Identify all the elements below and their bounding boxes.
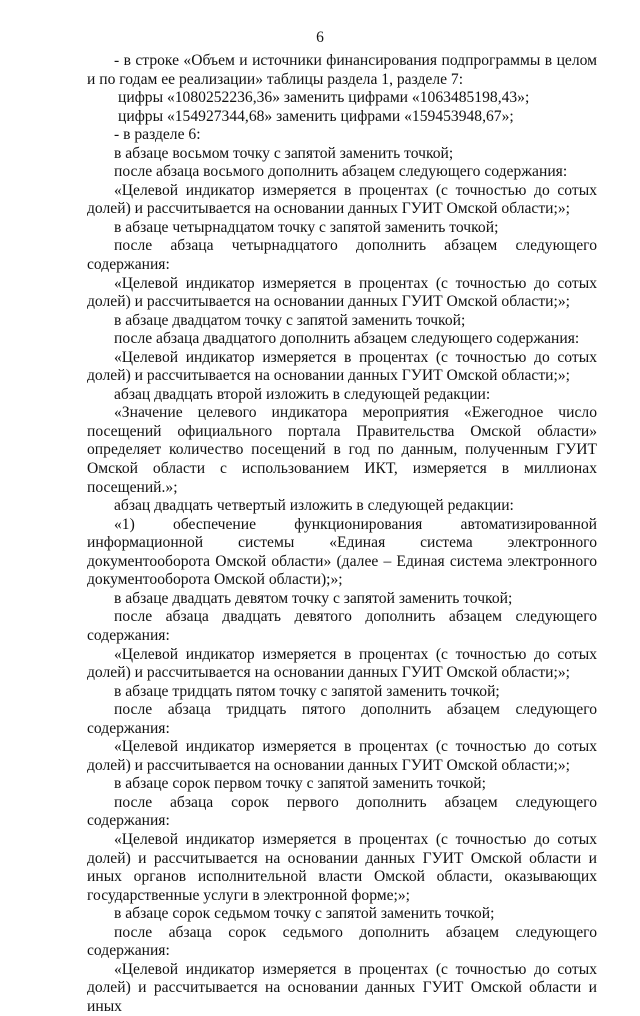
paragraph-21: в абзаце тридцать пятом точку с запятой заменить точкой; xyxy=(114,682,500,700)
paragraph-2: цифры «1080252236,36» заменить цифрами «1063485198,43»; xyxy=(118,89,530,107)
paragraph-9: после абзаца четырнадцатого дополнить абзацем следующего содержания: xyxy=(87,237,597,274)
paragraph-15: «Значение целевого индикатора мероприятия «Ежегодное число посещений официального портала Правительства Омской области» определяет количество посещений в год по данным, полученным ГУИТ Омской области с использованием ИКТ, измеряется в миллионах посещений.»; xyxy=(87,404,597,496)
paragraph-4: - в разделе 6: xyxy=(114,126,201,144)
paragraph-17: «1) обеспечение функционирования автоматизированной информационной системы «Единая система электронного документооборота Омской области» (далее – Единая система электронного документооборота Омской области);»; xyxy=(87,515,597,589)
paragraph-28: после абзаца сорок седьмого дополнить абзацем следующего содержания: xyxy=(87,923,597,960)
paragraph-12: после абзаца двадцатого дополнить абзацем следующего содержания: xyxy=(114,330,580,348)
paragraph-6: после абзаца восьмого дополнить абзацем следующего содержания: xyxy=(114,163,568,181)
paragraph-23: «Целевой индикатор измеряется в процентах (с точностью до сотых долей) и рассчитывается на основании данных ГУИТ Омской области;»; xyxy=(87,738,597,774)
paragraph-16: абзац двадцать четвертый изложить в следующей редакции: xyxy=(114,497,514,515)
paragraph-20: «Целевой индикатор измеряется в процентах (с точностью до сотых долей) и рассчитывается на основании данных ГУИТ Омской области;»; xyxy=(87,645,597,682)
paragraph-27: в абзаце сорок седьмом точку с запятой заменить точкой; xyxy=(114,905,495,923)
paragraph-11: в абзаце двадцатом точку с запятой заменить точкой; xyxy=(114,311,466,329)
paragraph-29: «Целевой индикатор измеряется в процентах (с точностью до сотых долей) и рассчитывается на основании данных ГУИТ Омской области и иных xyxy=(87,960,597,1015)
paragraph-25: после абзаца сорок первого дополнить абзацем следующего содержания: xyxy=(87,793,597,830)
paragraph-1: - в строке «Объем и источники финансирования подпрограммы в целом и по годам ее реализации» таблицы раздела 1, разделе 7: xyxy=(87,52,597,88)
paragraph-18: в абзаце двадцать девятом точку с запятой заменить точкой; xyxy=(114,589,513,607)
document-body xyxy=(87,52,597,1016)
paragraph-3: цифры «154927344,68» заменить цифрами «159453948,67»; xyxy=(118,107,514,125)
paragraph-24: в абзаце сорок первом точку с запятой заменить точкой; xyxy=(114,775,486,793)
paragraph-26: «Целевой индикатор измеряется в процентах (с точностью до сотых долей) и рассчитывается на основании данных ГУИТ Омской области и иных органов исполнительной власти Омской области, оказывающих государственные услуги в электронной форме;»; xyxy=(87,830,597,904)
paragraph-19: после абзаца двадцать девятого дополнить абзацем следующего содержания: xyxy=(87,608,597,644)
paragraph-8: в абзаце четырнадцатом точку с запятой заменить точкой; xyxy=(114,218,499,236)
paragraph-13: «Целевой индикатор измеряется в процентах (с точностью до сотых долей) и рассчитывается на основании данных ГУИТ Омской области;»; xyxy=(87,348,597,385)
paragraph-7: «Целевой индикатор измеряется в процентах (с точностью до сотых долей) и рассчитывается на основании данных ГУИТ Омской области;»; xyxy=(87,181,597,218)
paragraph-14: абзац двадцать второй изложить в следующей редакции: xyxy=(114,385,491,403)
paragraph-10: «Целевой индикатор измеряется в процентах (с точностью до сотых долей) и рассчитывается на основании данных ГУИТ Омской области;»; xyxy=(87,274,597,311)
paragraph-5: в абзаце восьмом точку с запятой заменить точкой; xyxy=(114,144,454,162)
paragraph-22: после абзаца тридцать пятого дополнить абзацем следующего содержания: xyxy=(87,701,597,737)
page-number: 6 xyxy=(316,29,324,46)
